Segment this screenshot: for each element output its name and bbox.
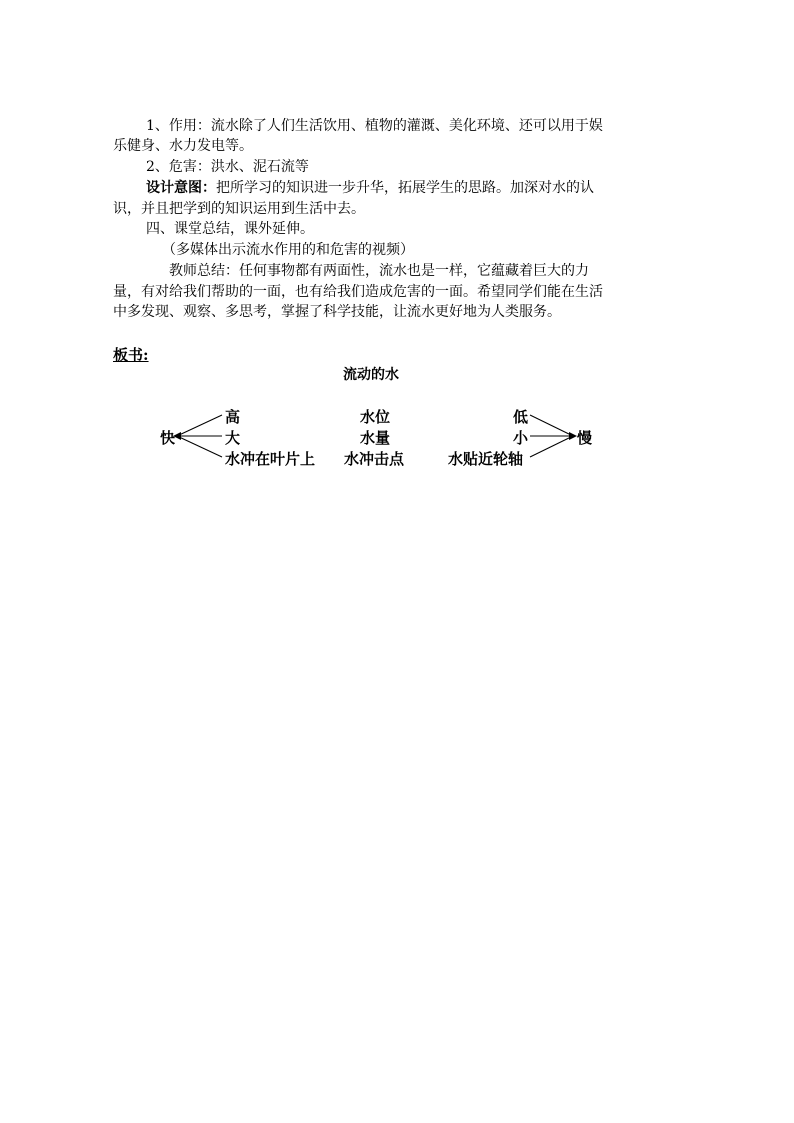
right-connector-bottom <box>530 436 573 457</box>
paragraph-video-note: （多媒体出示流水作用的和危害的视频） <box>162 242 414 258</box>
paragraph-hazard: 2、危害：洪水、泥石流等 <box>146 159 309 175</box>
board-title: 流动的水 <box>343 367 399 383</box>
board-left-item: 水冲在叶片上 <box>225 450 316 468</box>
design-intent-text: 把所学习的知识进一步升华，拓展学生的思路。加深对水的认 <box>216 180 594 196</box>
paragraph-teacher-summary-line3: 中多发现、观察、多思考，掌握了科学技能，让流水更好地为人类服务。 <box>113 304 561 320</box>
paragraph-teacher-summary-line2: 量，有对给我们帮助的一面，也有给我们造成危害的一面。希望同学们能在生活 <box>113 284 603 300</box>
paragraph-usage-line2: 乐健身、水力发电等。 <box>113 138 253 154</box>
left-connector-top <box>177 415 222 436</box>
board-right-item: 小 <box>513 429 529 447</box>
paragraph-summary-heading: 四、课堂总结，课外延伸。 <box>146 221 314 237</box>
board-right-item: 水贴近轮轴 <box>448 450 524 468</box>
right-connector-top <box>530 415 573 436</box>
design-intent-label: 设计意图： <box>146 180 216 196</box>
board-middle-item: 水位 <box>360 408 391 426</box>
board-middle-item: 水冲击点 <box>344 450 405 468</box>
board-left-item: 大 <box>225 429 241 447</box>
paragraph-usage-line1: 1、作用：流水除了人们生活饮用、植物的灌溉、美化环境、还可以用于娱 <box>146 118 603 134</box>
left-connector-bottom <box>177 436 222 457</box>
paragraph-design-intent-line2: 识，并且把学到的知识运用到生活中去。 <box>113 201 365 217</box>
board-right-item: 低 <box>513 408 529 426</box>
right-arrow-head <box>569 432 577 440</box>
board-left-node: 快 <box>160 429 176 447</box>
board-right-node: 慢 <box>577 429 593 447</box>
board-middle-item: 水量 <box>360 429 391 447</box>
paragraph-teacher-summary-line1: 教师总结：任何事物都有两面性，流水也是一样，它蕴藏着巨大的力 <box>169 263 589 279</box>
board-heading: 板书: <box>113 346 149 364</box>
board-left-item: 高 <box>225 408 241 426</box>
